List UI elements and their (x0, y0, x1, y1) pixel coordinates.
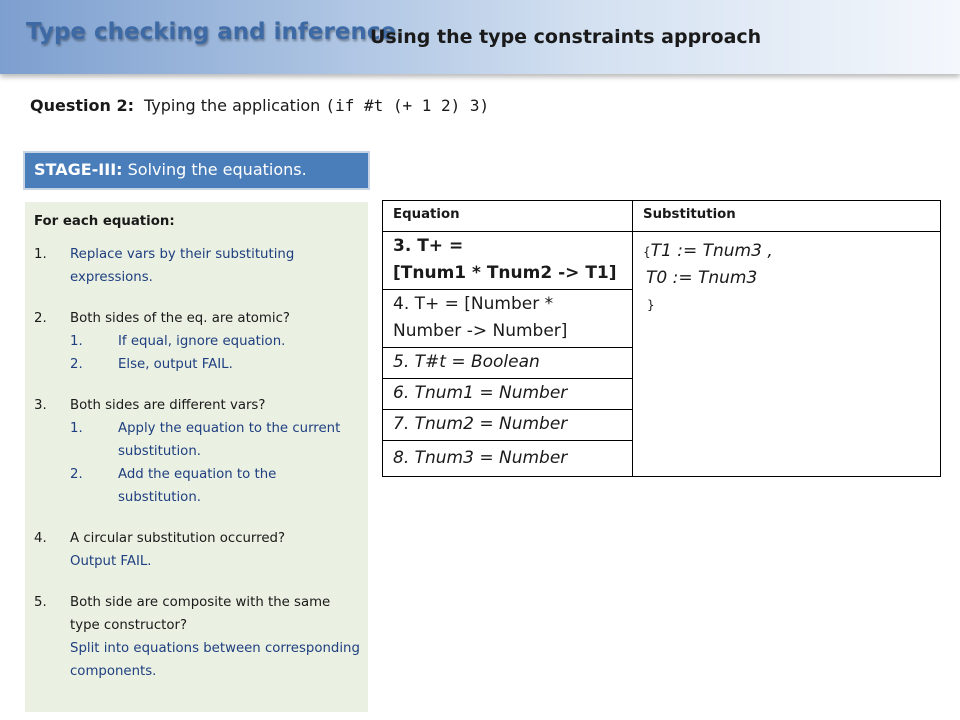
table-row (383, 232, 941, 290)
equation-cell: 5. T#t = Boolean (383, 348, 633, 379)
equation-line: 4. T+ = [Number * (393, 294, 554, 314)
equation-cell (383, 290, 633, 348)
step-number: 1. (34, 247, 47, 262)
question-text: Typing the application (143, 96, 321, 115)
procedure-step-4 (34, 527, 360, 573)
table-header-row (383, 201, 941, 232)
step-text: Both sides are different vars? (70, 398, 266, 413)
question-line (30, 96, 489, 115)
substep-number: 1. (70, 421, 83, 436)
step-number: 4. (34, 531, 47, 546)
procedure-substep (70, 463, 360, 509)
procedure-step-2 (34, 307, 360, 376)
page-subtitle: Using the type constraints approach (370, 26, 762, 48)
equation-line: 3. T+ = (393, 236, 464, 256)
substitution-line: T0 := Tnum3 (646, 268, 758, 288)
procedure-step-3 (34, 394, 360, 509)
procedure-substep (70, 353, 360, 376)
equation-cell: 8. Tnum3 = Number (383, 441, 633, 477)
equation-line: Number -> Number] (393, 321, 568, 341)
substep-text: If equal, ignore equation. (118, 334, 286, 349)
equation-cell: 7. Tnum2 = Number (383, 410, 633, 441)
open-brace: { (643, 245, 651, 259)
substep-text: Add the equation to the substitution. (118, 467, 277, 505)
procedure-substep (70, 330, 360, 353)
step-number: 3. (34, 398, 47, 413)
stage-banner (25, 153, 368, 188)
step-text: A circular substitution occurred? (70, 531, 286, 546)
step-text: Both sides of the eq. are atomic? (70, 311, 290, 326)
question-code: (if #t (+ 1 2) 3) (325, 96, 490, 115)
stage-tag: STAGE-III: (34, 160, 123, 179)
substep-text: Apply the equation to the current substitution. (118, 421, 341, 459)
equation-column-header: Equation (383, 201, 633, 232)
substep-number: 2. (70, 357, 83, 372)
question-label: Question 2: (30, 96, 134, 115)
step-number: 2. (34, 311, 47, 326)
step-number: 5. (34, 595, 47, 610)
procedure-step-1 (34, 243, 360, 289)
substep-number: 1. (70, 334, 83, 349)
equations-table (382, 200, 941, 477)
stage-text: Solving the equations. (127, 160, 307, 179)
substitution-line: T1 := Tnum3 , (650, 241, 773, 261)
procedure-heading: For each equation: (34, 214, 175, 229)
procedure-panel (25, 202, 368, 712)
substitution-column-header: Substitution (633, 201, 941, 232)
step-text: Both side are composite with the same type constructor? (70, 595, 331, 633)
procedure-substep (70, 417, 360, 463)
procedure-step-5 (34, 591, 360, 683)
substep-number: 2. (70, 467, 83, 482)
equation-cell: 6. Tnum1 = Number (383, 379, 633, 410)
step-note: Split into equations between corresponding components. (70, 641, 360, 679)
equation-line: [Tnum1 * Tnum2 -> T1] (393, 263, 617, 283)
close-brace: } (647, 298, 655, 312)
step-note: Output FAIL. (70, 554, 152, 569)
substitution-cell (633, 232, 941, 477)
procedure-steps (34, 243, 360, 683)
step-text: Replace vars by their substituting expressions. (70, 247, 295, 285)
page-title: Type checking and inference (26, 19, 397, 45)
substep-text: Else, output FAIL. (118, 357, 233, 372)
equation-cell (383, 232, 633, 290)
